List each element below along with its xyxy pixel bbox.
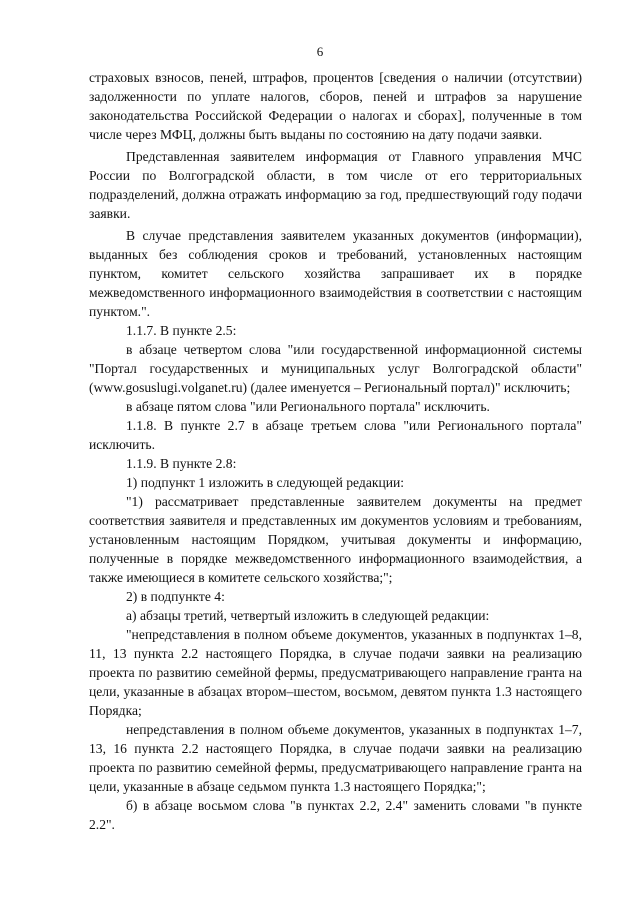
paragraph-2: Представленная заявителем информация от Главного управления МЧС России по Волгоградской области, в том числе от его территориальных подразделений, должна отражать информацию за год, предшествующий году подачи заявки.: [89, 149, 582, 221]
paragraph-10: "1) рассматривает представленные заявителем документы на предмет соответствия заявителя и представленных им документов условиям и требованиям, установленным настоящим Порядком, учитывая документы и информацию, полученные в порядке межведомственного информационного взаимодействия, а также имеющиеся в комитете сельского хозяйства;";: [89, 494, 582, 585]
page-number: 6: [316, 44, 324, 59]
paragraph-4: 1.1.7. В пункте 2.5:: [126, 323, 237, 338]
paragraph-9: 1) подпункт 1 изложить в следующей редакции:: [126, 475, 405, 490]
paragraph-1: страховых взносов, пеней, штрафов, процентов [сведения о наличии (отсутствии) задолженности по уплате налогов, сборов, пеней и штрафов за нарушение законодательства Российской Федерации о налогах и сборах], полученные в том числе через МФЦ, должны быть выданы по состоянию на дату подачи заявки.: [89, 70, 582, 142]
paragraph-6: в абзаце пятом слова "или Регионального портала" исключить.: [126, 399, 490, 414]
paragraph-13: "непредставления в полном объеме документов, указанных в подпунктах 1–8, 11, 13 пункта 2.2 настоящего Порядка, в случае подачи заявки на реализацию проекта по развитию семейной фермы, предусматривающего направление гранта на цели, указанные в абзацах втором–шестом, восьмом, девятом пункта 1.3 настоящего Порядка;: [89, 627, 582, 718]
paragraph-7: 1.1.8. В пункте 2.7 в абзаце третьем слова "или Регионального портала" исключить.: [89, 418, 582, 452]
paragraph-5: в абзаце четвертом слова "или государственной информационной системы "Портал государственных и муниципальных услуг Волгоградской области" (www.gosuslugi.volganet.ru) (далее именуется – Региональный портал)" исключить;: [89, 342, 582, 395]
paragraph-8: 1.1.9. В пункте 2.8:: [126, 456, 237, 471]
paragraph-12: а) абзацы третий, четвертый изложить в следующей редакции:: [126, 608, 490, 623]
paragraph-3: В случае представления заявителем указанных документов (информации), выданных без соблюдения сроков и требований, установленных настоящим пунктом, комитет сельского хозяйства запрашивает их в порядке межведомственного информационного взаимодействия в соответствии с настоящим пунктом.".: [89, 228, 582, 319]
document-body: [89, 68, 582, 834]
paragraph-11: 2) в подпункте 4:: [126, 589, 225, 604]
paragraph-14: непредставления в полном объеме документов, указанных в подпунктах 1–7, 13, 16 пункта 2.2 настоящего Порядка, в случае подачи заявки на реализацию проекта по развитию семейной фермы, предусматривающего направление гранта на цели, указанные в абзаце седьмом пункта 1.3 настоящего Порядка;";: [89, 722, 582, 794]
paragraph-15: б) в абзаце восьмом слова "в пунктах 2.2, 2.4" заменить словами "в пункте 2.2".: [89, 798, 582, 832]
